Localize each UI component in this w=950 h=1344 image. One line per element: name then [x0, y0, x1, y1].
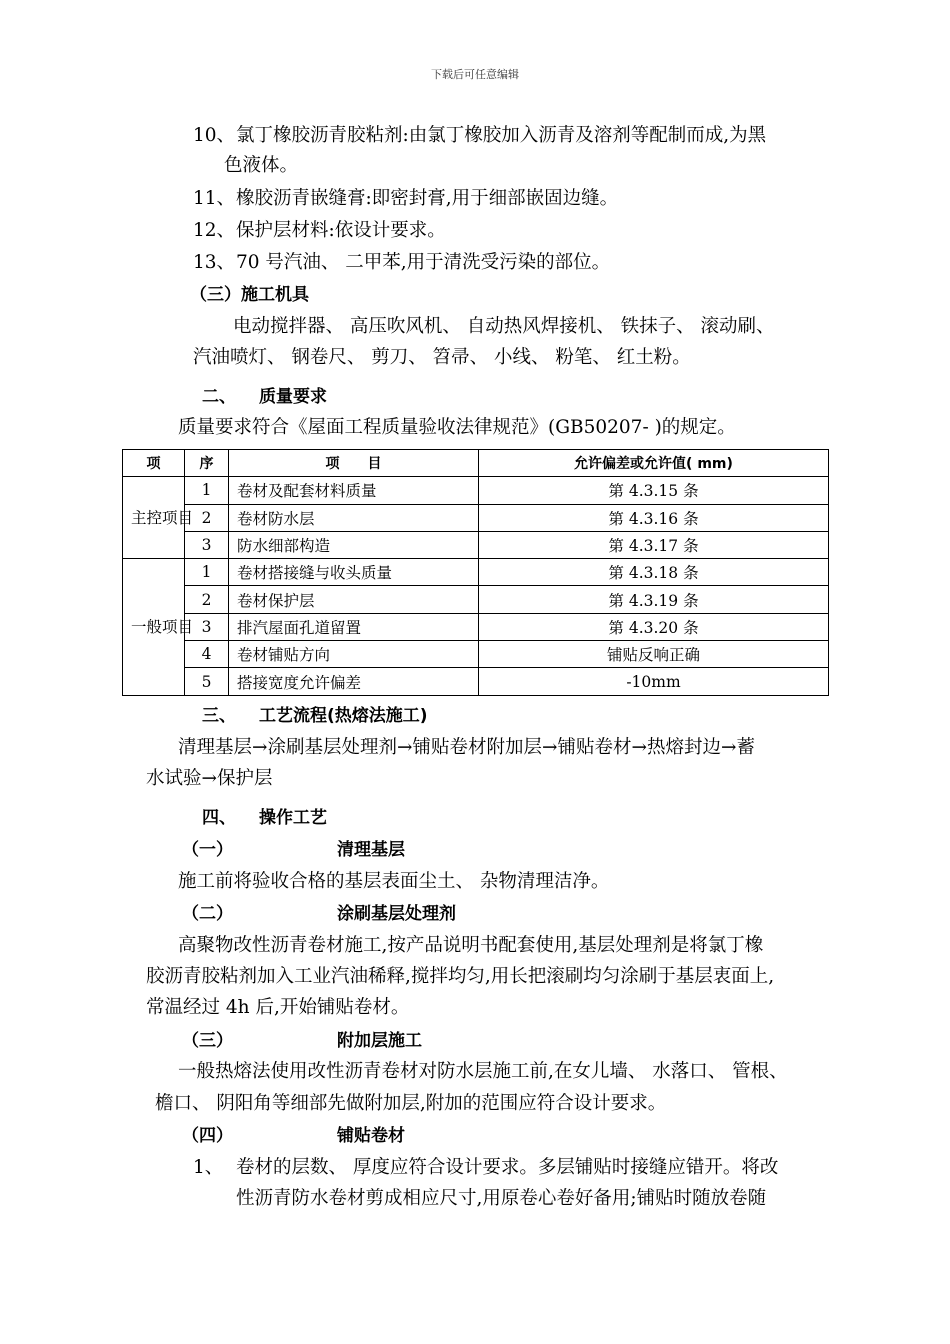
list-item: 卷材的层数、 厚度应符合设计要求。多层铺贴时接缝应错开。将改: [236, 1157, 779, 1178]
table-row: [123, 559, 829, 586]
tools-line-2: 汽油喷灯、 钢卷尺、 剪刀、 笤帚、 小线、 粉笔、 红土粉。: [193, 347, 691, 368]
subsection-number: （四）: [182, 1126, 233, 1146]
seq-cell: 3: [185, 613, 229, 640]
quality-intro: 质量要求符合《屋面工程质量验收法律规范》(GB50207- )的规定。: [178, 417, 736, 438]
group-label-general: 一般项目: [123, 559, 185, 695]
seq-cell: 1: [185, 559, 229, 586]
section-number-process: 三、: [202, 706, 236, 726]
list-number: 13、: [193, 252, 236, 273]
table-row: [123, 531, 829, 558]
subsection-heading-primer: 涂刷基层处理剂: [337, 904, 456, 924]
subsection-heading-additional-layer: 附加层施工: [337, 1031, 422, 1051]
tools-line-1: 电动搅拌器、 高压吹风机、 自动热风焊接机、 铁抹子、 滚动刷、: [233, 316, 775, 337]
paragraph-line: 施工前将验收合格的基层表面尘土、 杂物清理洁净。: [178, 871, 610, 892]
list-number: 11、: [193, 188, 236, 209]
seq-cell: 2: [185, 504, 229, 531]
item-cell: 卷材及配套材料质量: [229, 477, 479, 504]
value-cell: 第 4.3.15 条: [479, 477, 829, 504]
section-number-operation: 四、: [202, 808, 236, 828]
paragraph-line: 常温经过 4h 后,开始铺贴卷材。: [146, 997, 410, 1018]
list-item-continuation: 色液体。: [224, 155, 299, 176]
section-heading-operation: 操作工艺: [259, 808, 327, 828]
section-heading-tools: （三）施工机具: [190, 285, 309, 305]
column-header: 允许偏差或允许值( mm): [479, 450, 829, 477]
item-cell: 卷材铺贴方向: [229, 641, 479, 668]
item-cell: 卷材保护层: [229, 586, 479, 613]
subsection-number: （二）: [182, 904, 233, 924]
process-line-1: 清理基层→涂刷基层处理剂→铺贴卷材附加层→铺贴卷材→热熔封边→蓄: [178, 737, 756, 758]
subsection-number: （一）: [182, 840, 233, 860]
list-item-continuation: 性沥青防水卷材剪成相应尺寸,用原卷心卷好备用;铺贴时随放卷随: [236, 1188, 767, 1209]
list-number: 12、: [193, 220, 236, 241]
value-cell: 第 4.3.18 条: [479, 559, 829, 586]
subsection-heading-clean-base: 清理基层: [337, 840, 405, 860]
seq-cell: 5: [185, 668, 229, 695]
seq-cell: 3: [185, 531, 229, 558]
table-row: [123, 586, 829, 613]
section-heading-quality: 质量要求: [259, 387, 327, 407]
table-header-row: [123, 450, 829, 477]
column-header: 项 目: [229, 450, 479, 477]
list-item: 橡胶沥青嵌缝膏:即密封膏,用于细部嵌固边缝。: [236, 188, 619, 209]
list-number: 10、: [193, 125, 236, 146]
value-cell: 第 4.3.20 条: [479, 613, 829, 640]
list-item: 氯丁橡胶沥青胶粘剂:由氯丁橡胶加入沥青及溶剂等配制而成,为黑: [236, 125, 767, 146]
table-row: [123, 668, 829, 695]
process-line-2: 水试验→保护层: [146, 768, 273, 789]
table-row: [123, 477, 829, 504]
value-cell: 铺贴反响正确: [479, 641, 829, 668]
item-cell: 排汽屋面孔道留置: [229, 613, 479, 640]
list-number: 1、: [193, 1157, 224, 1178]
page-header-note: 下载后可任意编辑: [431, 68, 519, 81]
list-item: 保护层材料:依设计要求。: [236, 220, 446, 241]
column-header: 项: [123, 450, 185, 477]
subsection-number: （三）: [182, 1031, 233, 1051]
item-cell: 搭接宽度允许偏差: [229, 668, 479, 695]
section-heading-process: 工艺流程(热熔法施工): [259, 706, 428, 726]
column-header: 序: [185, 450, 229, 477]
quality-table: [122, 449, 829, 696]
table-row: [123, 613, 829, 640]
seq-cell: 1: [185, 477, 229, 504]
value-cell: 第 4.3.17 条: [479, 531, 829, 558]
seq-cell: 2: [185, 586, 229, 613]
paragraph-line: 胶沥青胶粘剂加入工业汽油稀释,搅拌均匀,用长把滚刷均匀涂刷于基层衷面上,: [146, 966, 775, 987]
paragraph-line: 檐口、 阴阳角等细部先做附加层,附加的范围应符合设计要求。: [155, 1093, 667, 1114]
paragraph-line: 一般热熔法使用改性沥青卷材对防水层施工前,在女儿墙、 水落口、 管根、: [178, 1061, 788, 1082]
paragraph-line: 高聚物改性沥青卷材施工,按产品说明书配套使用,基层处理剂是将氯丁橡: [178, 935, 764, 956]
value-cell: 第 4.3.16 条: [479, 504, 829, 531]
item-cell: 卷材搭接缝与收头质量: [229, 559, 479, 586]
table-row: [123, 641, 829, 668]
value-cell: -10mm: [479, 668, 829, 695]
table-row: [123, 504, 829, 531]
group-label-main-control: 主控项目: [123, 477, 185, 559]
seq-cell: 4: [185, 641, 229, 668]
subsection-heading-lay-membrane: 铺贴卷材: [337, 1126, 405, 1146]
list-item: 70 号汽油、 二甲苯,用于清洗受污染的部位。: [236, 252, 611, 273]
item-cell: 卷材防水层: [229, 504, 479, 531]
section-number-quality: 二、: [202, 387, 236, 407]
item-cell: 防水细部构造: [229, 531, 479, 558]
value-cell: 第 4.3.19 条: [479, 586, 829, 613]
